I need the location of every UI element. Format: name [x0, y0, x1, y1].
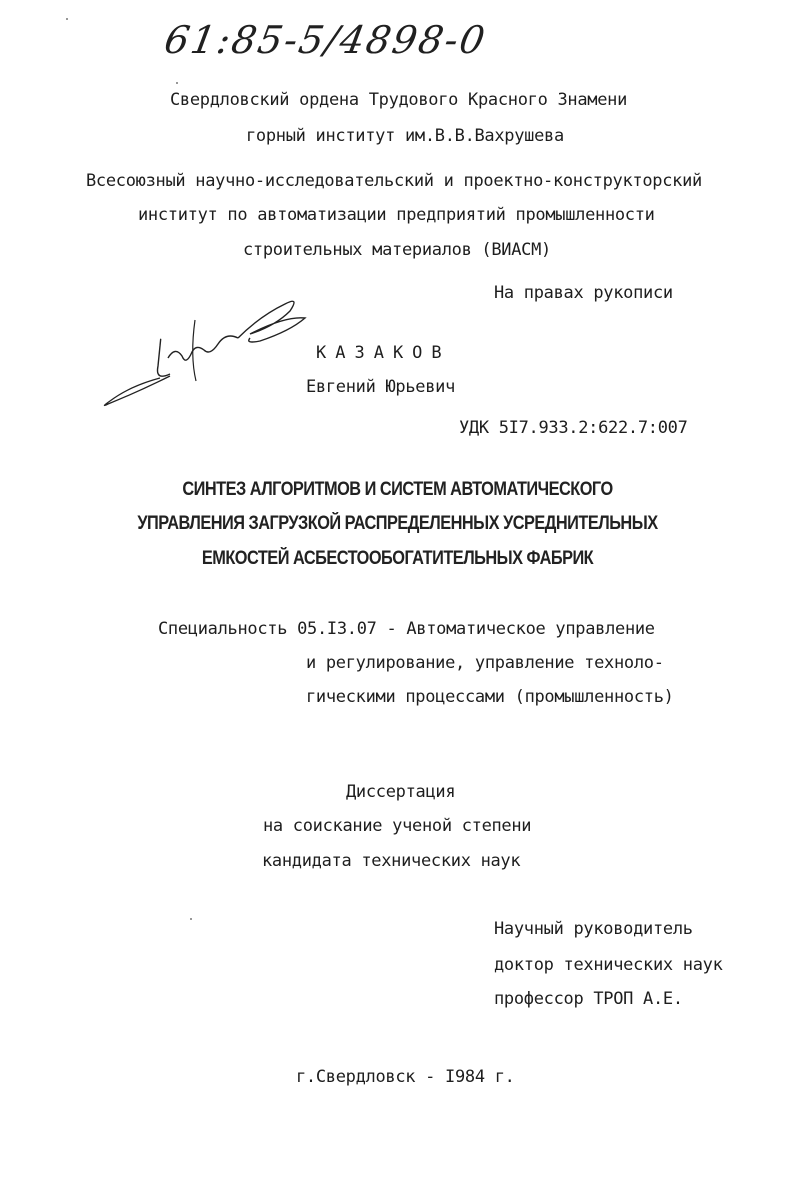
dissertation-line-1: Диссертация [346, 782, 456, 802]
supervisor-line-2: доктор технических наук [494, 955, 723, 975]
archive-code-handwritten: 61:85-5/4898-0 [161, 18, 490, 62]
udc-code: УДК 5I7.933.2:622.7:007 [459, 418, 688, 438]
institute-line-1: Всесоюзный научно-исследовательский и проектно-конструкторский [86, 171, 702, 191]
specialty-line-1: Специальность 05.I3.07 - Автоматическое управление [158, 619, 655, 639]
dissertation-line-3: кандидата технических наук [262, 851, 521, 871]
manuscript-rights: На правах рукописи [494, 283, 673, 303]
dissertation-line-2: на соискание ученой степени [263, 816, 532, 836]
specialty-line-3: гическими процессами (промышленность) [306, 687, 674, 707]
title-line-3: ЕМКОСТЕЙ АСБЕСТООБОГАТИТЕЛЬНЫХ ФАБРИК [201, 548, 594, 569]
institute-line-2: институт по автоматизации предприятий промышленности [138, 205, 655, 225]
institute-line-3: строительных материалов (ВИАСМ) [243, 240, 551, 260]
author-given-names: Евгений Юрьевич [306, 377, 456, 397]
scan-speck [66, 18, 68, 20]
scan-speck [176, 82, 178, 84]
author-signature [100, 286, 320, 416]
specialty-line-2: и регулирование, управление техноло- [306, 653, 664, 673]
institution-line-1: Свердловский ордена Трудового Красного Знамени [170, 90, 628, 110]
institution-line-2: горный институт им.В.В.Вахрушева [246, 126, 564, 146]
supervisor-line-1: Научный руководитель [494, 919, 693, 939]
supervisor-line-3: профессор ТРОП А.Е. [494, 989, 683, 1009]
title-line-1: СИНТЕЗ АЛГОРИТМОВ И СИСТЕМ АВТОМАТИЧЕСКОГО [182, 479, 613, 500]
author-surname: КАЗАКОВ [316, 343, 451, 363]
title-line-2: УПРАВЛЕНИЯ ЗАГРУЗКОЙ РАСПРЕДЕЛЕННЫХ УСРЕДНИТЕЛЬНЫХ [137, 513, 658, 534]
scan-speck [190, 918, 192, 920]
place-year: г.Свердловск - I984 г. [296, 1067, 515, 1087]
